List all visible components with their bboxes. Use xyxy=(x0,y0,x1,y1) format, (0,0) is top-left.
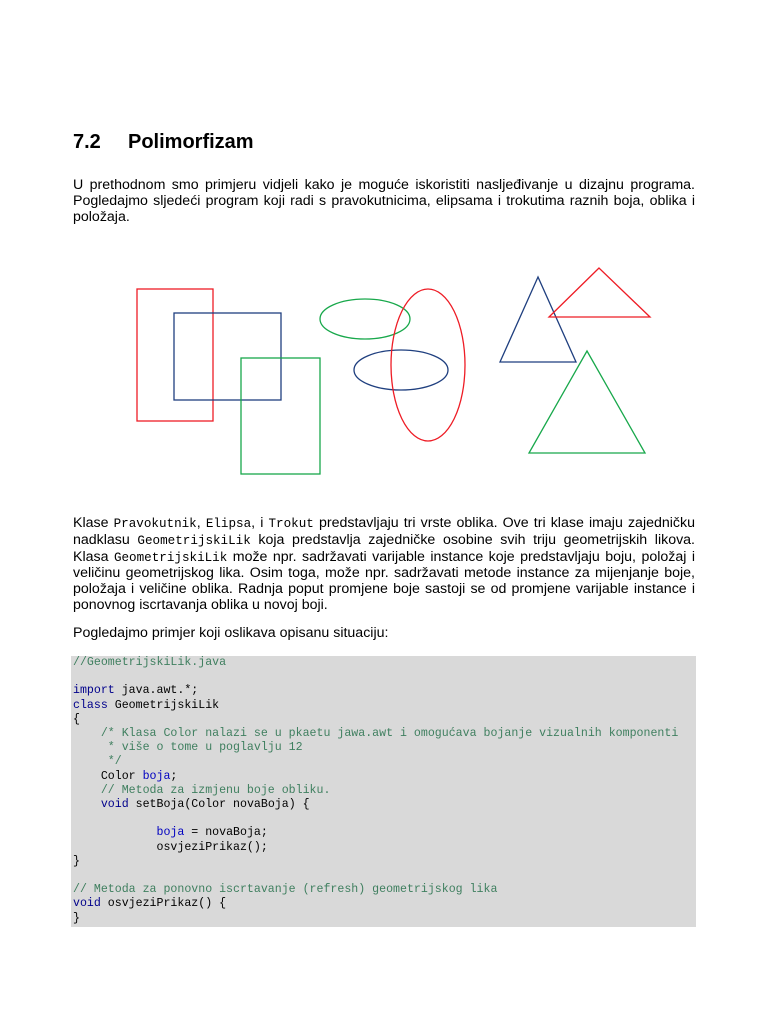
code-text: GeometrijskiLik xyxy=(107,698,220,712)
classes-line-1 xyxy=(73,516,695,533)
code-trokut: Trokut xyxy=(268,517,314,531)
intro-line-1: U prethodnom smo primjeru vidjeli kako je moguće iskoristiti nasljeđivanje u dizajnu programa. xyxy=(73,177,695,193)
text-run: Klasa xyxy=(73,548,114,565)
text-run: , xyxy=(196,515,206,531)
text-run: predstavljaju tri vrste oblika. Ove tri klase imaju zajedničku xyxy=(313,515,695,531)
red-rectangle xyxy=(137,289,213,421)
code-geometrijskilik: GeometrijskiLik xyxy=(137,533,251,548)
code-indent xyxy=(73,826,157,839)
code-text: osvjeziPrikaz(); xyxy=(73,840,268,854)
code-text: setBoja(Color novaBoja) { xyxy=(128,798,310,812)
code-comment: // Metoda za izmjenu boje obliku. xyxy=(73,783,331,797)
code-text: } xyxy=(73,911,80,925)
code-field: boja xyxy=(156,826,185,840)
text-run: Klase xyxy=(73,515,114,531)
example-intro-paragraph xyxy=(73,626,695,642)
classes-line-6: ponovnog iscrtavanja oblika u novoj boji. xyxy=(73,596,328,613)
code-text: java.awt.*; xyxy=(114,684,199,698)
code-keyword: import xyxy=(73,684,115,698)
code-text: ; xyxy=(170,769,178,783)
example-intro-line: Pogledajmo primjer koji oslikava opisanu situaciju: xyxy=(73,625,389,641)
code-comment: /* Klasa Color nalazi se u pkaetu jawa.awt i omogućava bojanje vizualnih komponenti xyxy=(73,727,679,741)
code-text: Color xyxy=(73,769,143,783)
classes-line-2 xyxy=(73,533,695,550)
code-pravokutnik: Pravokutnik xyxy=(113,517,197,531)
blue-rectangle xyxy=(174,313,281,400)
classes-paragraph xyxy=(73,516,695,614)
code-indent xyxy=(73,798,101,811)
code-text: { xyxy=(73,712,80,726)
red-ellipse xyxy=(391,289,465,441)
code-block xyxy=(71,656,696,927)
intro-paragraph xyxy=(73,178,695,225)
text-run: koja predstavlja zajedničke osobine svih triju geometrijskih likova. xyxy=(250,531,696,548)
section-heading xyxy=(73,131,254,154)
text-run: , i xyxy=(251,515,269,531)
shapes-figure xyxy=(0,250,768,490)
code-listing xyxy=(73,656,678,926)
code-text: } xyxy=(73,854,80,868)
code-geometrijskilik: GeometrijskiLik xyxy=(113,550,228,565)
text-run: nadklasu xyxy=(73,531,138,548)
blue-triangle xyxy=(500,277,576,362)
code-keyword: void xyxy=(73,897,101,911)
code-comment: * više o tome u poglavlju 12 xyxy=(73,741,303,755)
text-run: može npr. sadržavati varijable instance koje predstavljaju boju, položaj i xyxy=(227,548,695,565)
code-comment: // Metoda za ponovno iscrtavanje (refresh) geometrijskog lika xyxy=(73,883,498,897)
code-keyword: void xyxy=(100,798,129,812)
code-keyword: class xyxy=(73,698,108,712)
classes-line-3 xyxy=(73,550,695,567)
classes-line-5: položaja i veličine oblika. Radnja poput promjene boje sastoji se od promjene varijable instance i xyxy=(73,581,695,598)
code-text: = novaBoja; xyxy=(184,826,268,840)
intro-line-3: položaja. xyxy=(73,208,130,225)
intro-line-2: Pogledajmo sljedeći program koji radi s pravokutnicima, elipsama i trokutima raznih boja, oblika i xyxy=(73,192,695,209)
code-comment: */ xyxy=(73,755,122,769)
section-number: 7.2 xyxy=(73,131,101,153)
code-field: boja xyxy=(142,769,171,783)
red-triangle xyxy=(549,268,650,317)
green-ellipse xyxy=(320,299,410,339)
section-title: Polimorfizam xyxy=(128,131,254,153)
code-comment: //GeometrijskiLik.java xyxy=(73,656,227,669)
code-elipsa: Elipsa xyxy=(205,517,252,531)
blue-ellipse xyxy=(354,350,448,390)
code-text: osvjeziPrikaz() { xyxy=(100,897,227,911)
classes-line-4: veličinu geometrijskog lika. Osim toga, može npr. sadržavati metode instance za mijenjanje boje, xyxy=(73,565,695,582)
green-triangle xyxy=(529,351,645,453)
